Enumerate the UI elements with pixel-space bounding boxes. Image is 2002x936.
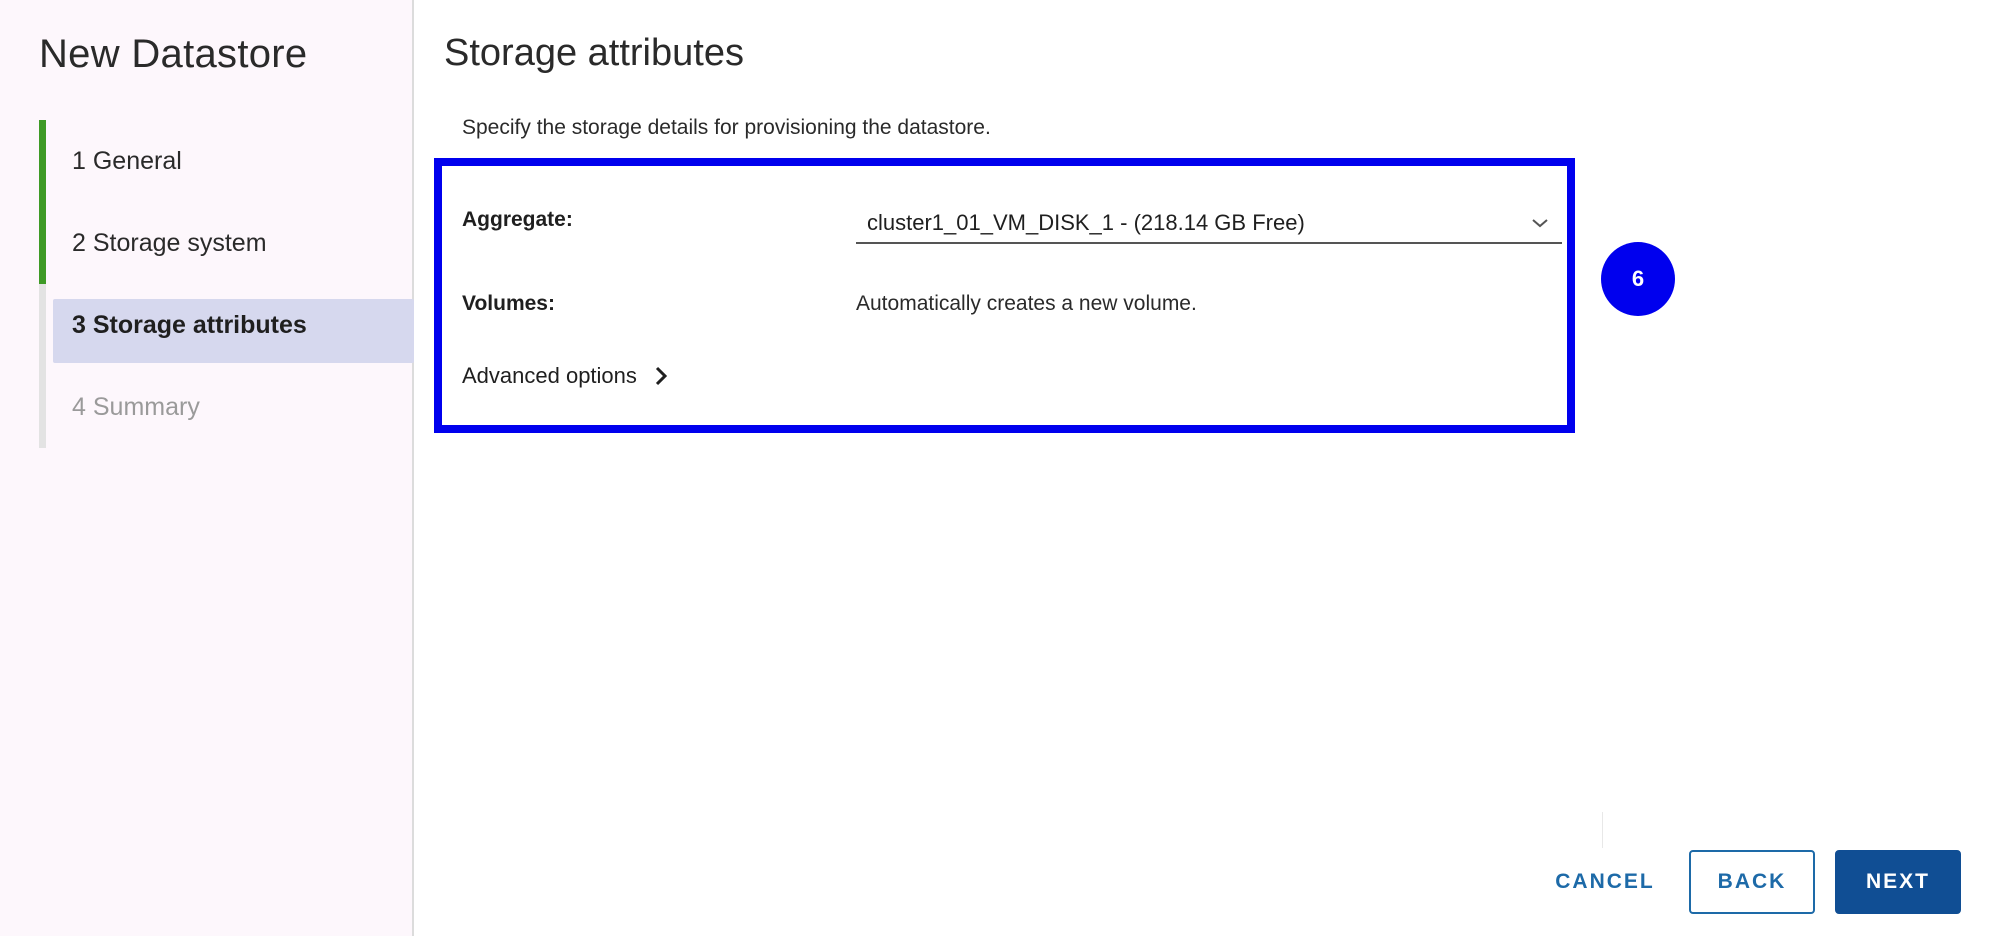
page-description: Specify the storage details for provisioning the datastore. <box>462 116 991 139</box>
advanced-options-toggle[interactable] <box>462 363 671 389</box>
chevron-right-icon <box>651 365 671 387</box>
step-number: 4 <box>72 392 86 421</box>
step-label: General <box>92 146 182 175</box>
step-general[interactable] <box>39 120 414 202</box>
back-button[interactable]: BACK <box>1689 850 1815 914</box>
page-title: Storage attributes <box>444 32 744 74</box>
advanced-options-label: Advanced options <box>462 363 637 388</box>
step-number: 2 <box>72 228 86 257</box>
step-label: Storage attributes <box>92 310 307 339</box>
volumes-value: Automatically creates a new volume. <box>856 292 1197 315</box>
step-storage-attributes[interactable] <box>39 284 414 366</box>
next-button[interactable]: NEXT <box>1835 850 1961 914</box>
aggregate-selected-value: cluster1_01_VM_DISK_1 - (218.14 GB Free) <box>867 210 1305 235</box>
annotation-step-badge: 6 <box>1601 242 1675 316</box>
volumes-label: Volumes: <box>462 292 555 315</box>
step-storage-system[interactable] <box>39 202 414 284</box>
step-summary <box>39 366 414 448</box>
wizard-title: New Datastore <box>39 32 308 76</box>
step-number: 3 <box>72 310 86 339</box>
wizard-sidebar <box>0 0 414 936</box>
wizard-steps <box>39 120 414 448</box>
step-label: Storage system <box>92 228 267 257</box>
aggregate-select[interactable] <box>856 204 1562 244</box>
aggregate-label: Aggregate: <box>462 208 573 231</box>
step-label: Summary <box>92 392 200 421</box>
footer-divider <box>1602 812 1603 848</box>
step-number: 1 <box>72 146 86 175</box>
chevron-down-icon <box>1528 211 1552 235</box>
cancel-button[interactable]: CANCEL <box>1555 870 1655 893</box>
